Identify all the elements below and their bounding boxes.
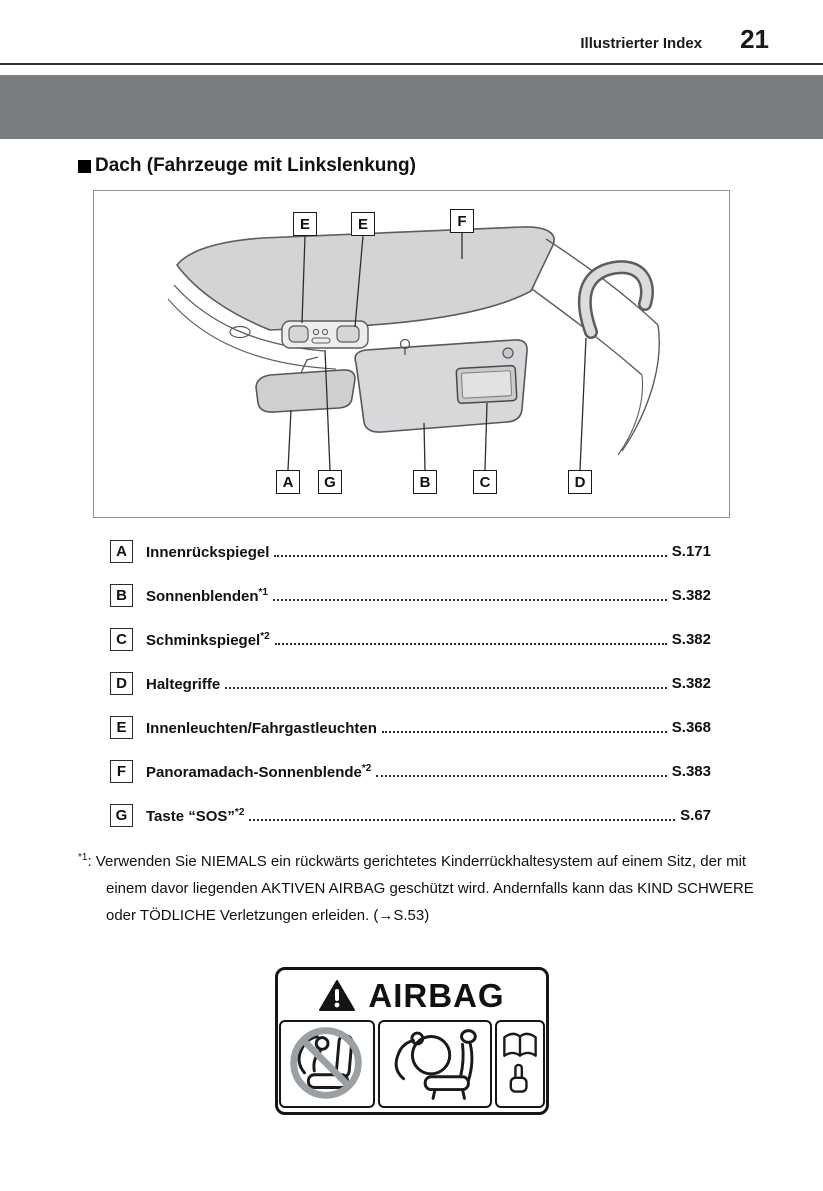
item-letter-box: C (110, 628, 133, 651)
airbag-pictogram-cell (378, 1020, 492, 1108)
item-page-ref: S.382 (671, 587, 711, 604)
dotted-leader (275, 643, 667, 645)
diagram-label-E2: E (351, 212, 375, 236)
grab-handle-shape (585, 267, 647, 332)
item-label (146, 631, 270, 649)
item-label-text: Innenrückspiegel (146, 543, 270, 561)
item-label-text: Taste “SOS” (146, 807, 235, 825)
footnote-body (78, 848, 757, 929)
footnote-text: Verwenden Sie NIEMALS ein rückwärts gerichtetes Kinderrückhaltesystem auf einem Sitz, der mit einem davor liegenden AKTIVEN AIRBAG geschützt wird. Andernfalls kann das KIND SCHWERE oder TÖDLICHE Verletzungen erleiden. (→S.53) (95, 853, 754, 924)
item-label (146, 675, 220, 693)
airbag-deployment-icon (380, 1023, 490, 1105)
dotted-leader (376, 775, 666, 777)
item-label (146, 807, 244, 825)
item-label-sup: *2 (260, 630, 270, 642)
diagram-label-C: C (473, 470, 497, 494)
index-row-e (110, 716, 711, 739)
dotted-leader (249, 819, 675, 821)
footnote (78, 848, 757, 929)
item-label (146, 763, 371, 781)
airbag-pictogram-cell (495, 1020, 545, 1108)
roof-diagram (93, 190, 730, 518)
diagram-label-D: D (568, 470, 592, 494)
index-row-f (110, 760, 711, 783)
index-row-b (110, 584, 711, 607)
no-rear-facing-child-seat-icon (281, 1023, 373, 1105)
diagram-label-F: F (450, 209, 474, 233)
item-letter-box: F (110, 760, 133, 783)
item-page-ref: S.67 (680, 807, 711, 824)
airbag-pictogram-cell (279, 1020, 375, 1108)
roof-diagram-drawing (94, 191, 730, 518)
diagram-label-E1: E (293, 212, 317, 236)
item-page-ref: S.171 (671, 543, 711, 560)
item-letter-box: D (110, 672, 133, 695)
item-label (146, 543, 269, 561)
page-number: 21 (740, 24, 769, 54)
airbag-label-header (282, 974, 542, 1020)
index-row-a (110, 540, 711, 563)
header-rule (0, 63, 823, 65)
item-page-ref: S.382 (671, 675, 711, 692)
section-heading-text: Dach (Fahrzeuge mit Linkslenkung) (95, 155, 416, 176)
warning-triangle-icon (318, 979, 356, 1013)
item-letter-box: B (110, 584, 133, 607)
item-label-text: Haltegriffe (146, 675, 221, 693)
section-bullet (78, 160, 91, 173)
airbag-title: AIRBAG (368, 977, 505, 1014)
diagram-label-G: G (318, 470, 342, 494)
vanity-mirror-shape (456, 365, 517, 403)
airbag-warning-label (275, 967, 549, 1115)
airbag-pictogram-row (282, 1020, 542, 1108)
item-label (146, 719, 377, 737)
page-header (0, 0, 823, 63)
item-label-text: Sonnenblenden (146, 587, 259, 605)
item-label-sup: *2 (234, 806, 245, 818)
index-row-d (110, 672, 711, 695)
section-heading (78, 155, 823, 177)
dotted-leader (273, 599, 667, 601)
item-label-sup: *2 (361, 762, 372, 774)
item-page-ref: S.368 (671, 719, 711, 736)
item-label-sup: *1 (258, 586, 268, 598)
header-band (0, 75, 823, 139)
index-row-c (110, 628, 711, 651)
panoramic-roof-shade-shape (177, 227, 554, 330)
item-letter-box: A (110, 540, 133, 563)
rearview-mirror-shape (256, 357, 355, 412)
dotted-leader (274, 555, 666, 557)
item-letter-box: E (110, 716, 133, 739)
item-letter-box: G (110, 804, 133, 827)
dotted-leader (382, 731, 667, 733)
item-page-ref: S.382 (671, 631, 711, 648)
item-label-text: Innenleuchten/Fahrgastleuchten (146, 719, 377, 737)
dotted-leader (225, 687, 667, 689)
item-label (146, 587, 268, 605)
index-row-g (110, 804, 711, 827)
item-label-text: Panoramadach-Sonnenblende (146, 763, 362, 781)
diagram-label-B: B (413, 470, 437, 494)
footnote-marker: *1 (78, 852, 88, 863)
item-page-ref: S.383 (671, 763, 711, 780)
index-list (110, 540, 711, 827)
item-label-text: Schminkspiegel (146, 631, 261, 649)
header-section-title: Illustrierter Index (580, 35, 703, 52)
refer-to-owners-manual-icon (497, 1023, 543, 1105)
footnote-separator: : (87, 853, 96, 870)
diagram-label-A: A (276, 470, 300, 494)
